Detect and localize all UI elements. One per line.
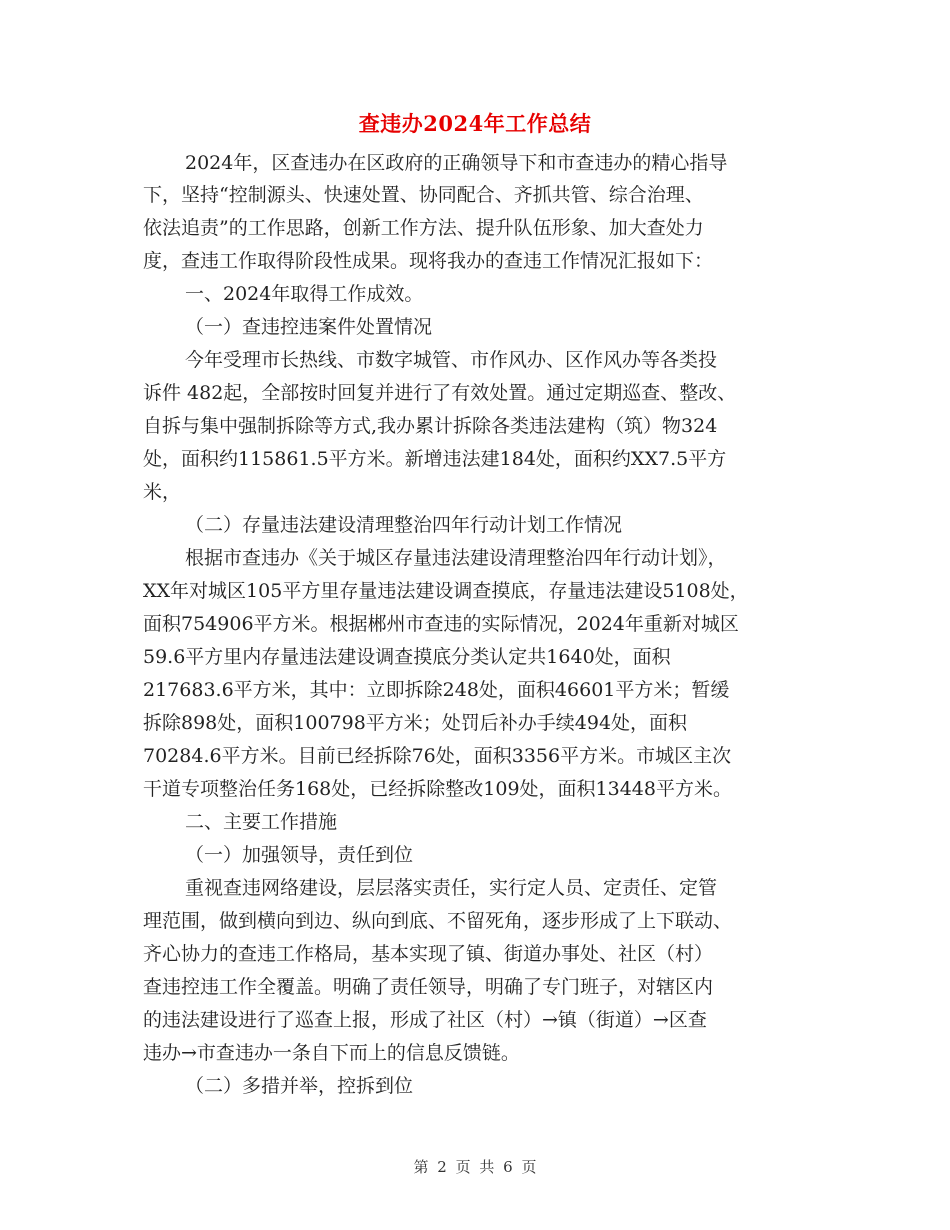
paragraph-line: 查违控违工作全覆盖。明确了责任领导，明确了专门班子，对辖区内: [143, 976, 714, 998]
paragraph-line: 2024年，区查违办在区政府的正确领导下和市查违办的精心指导: [185, 152, 728, 174]
paragraph-line: 面积754906平方米。根据郴州市查违的实际情况，2024年重新对城区: [143, 613, 739, 635]
paragraph-line: 度，查违工作取得阶段性成果。现将我办的查违工作情况汇报如下：: [143, 250, 714, 272]
subsection-heading: （二）存量违法建设清理整治四年行动计划工作情况: [185, 514, 623, 536]
paragraph-line: 齐心协力的查违工作格局，基本实现了镇、街道办事处、社区（村）: [143, 943, 714, 965]
page-number: 第 2 页 共 6 页: [413, 1158, 537, 1176]
paragraph-line: 70284.6平方米。目前已经拆除76处，面积3356平方米。市城区主次: [143, 745, 732, 767]
paragraph-line: 59.6平方里内存量违法建设调查摸底分类认定共1640处，面积: [143, 646, 671, 668]
paragraph-line: 处，面积约115861.5平方米。新增违法建184处，面积约XX7.5平方: [143, 448, 727, 470]
paragraph-line: 重视查违网络建设，层层落实责任，实行定人员、定责任、定管: [185, 877, 718, 899]
paragraph-line: 干道专项整治任务168处，已经拆除整改109处，面积13448平方米。: [143, 778, 732, 800]
section-heading: 一、2024年取得工作成效。: [185, 283, 424, 305]
paragraph-line: 217683.6平方米，其中：立即拆除248处，面积46601平方米；暂缓: [143, 679, 730, 701]
paragraph-line: 依法追责”的工作思路，创新工作方法、提升队伍形象、加大查处力: [143, 217, 704, 239]
paragraph-line: XX年对城区105平方里存量违法建设调查摸底，存量违法建设5108处，: [143, 580, 749, 602]
paragraph-line: 的违法建设进行了巡查上报，形成了社区（村）→镇（街道）→区查: [143, 1009, 707, 1031]
paragraph-line: 米，: [143, 481, 182, 503]
document-title: 查违办2024年工作总结: [358, 111, 592, 136]
subsection-heading: （一）查违控违案件处置情况: [185, 316, 433, 338]
paragraph-line: 根据市查违办《关于城区存量违法建设清理整治四年行动计划》，: [185, 547, 727, 569]
paragraph-line: 下，坚持“控制源头、快速处置、协同配合、齐抓共管、综合治理、: [143, 184, 704, 206]
paragraph-line: 今年受理市长热线、市数字城管、市作风办、区作风办等各类投: [185, 349, 718, 371]
paragraph-line: 诉件 482起，全部按时回复并进行了有效处置。通过定期巡查、整改、: [143, 382, 737, 404]
section-heading: 二、主要工作措施: [185, 811, 338, 833]
subsection-heading: （一）加强领导，责任到位: [185, 844, 414, 866]
paragraph-line: 理范围，做到横向到边、纵向到底、不留死角，逐步形成了上下联动、: [143, 910, 733, 932]
paragraph-line: 拆除898处，面积100798平方米；处罚后补办手续494处，面积: [143, 712, 688, 734]
paragraph-line: 自拆与集中强制拆除等方式,我办累计拆除各类违法建构（筑）物324: [143, 415, 718, 437]
subsection-heading: （二）多措并举，控拆到位: [185, 1075, 414, 1097]
paragraph-line: 违办→市查违办一条自下而上的信息反馈链。: [143, 1042, 520, 1064]
